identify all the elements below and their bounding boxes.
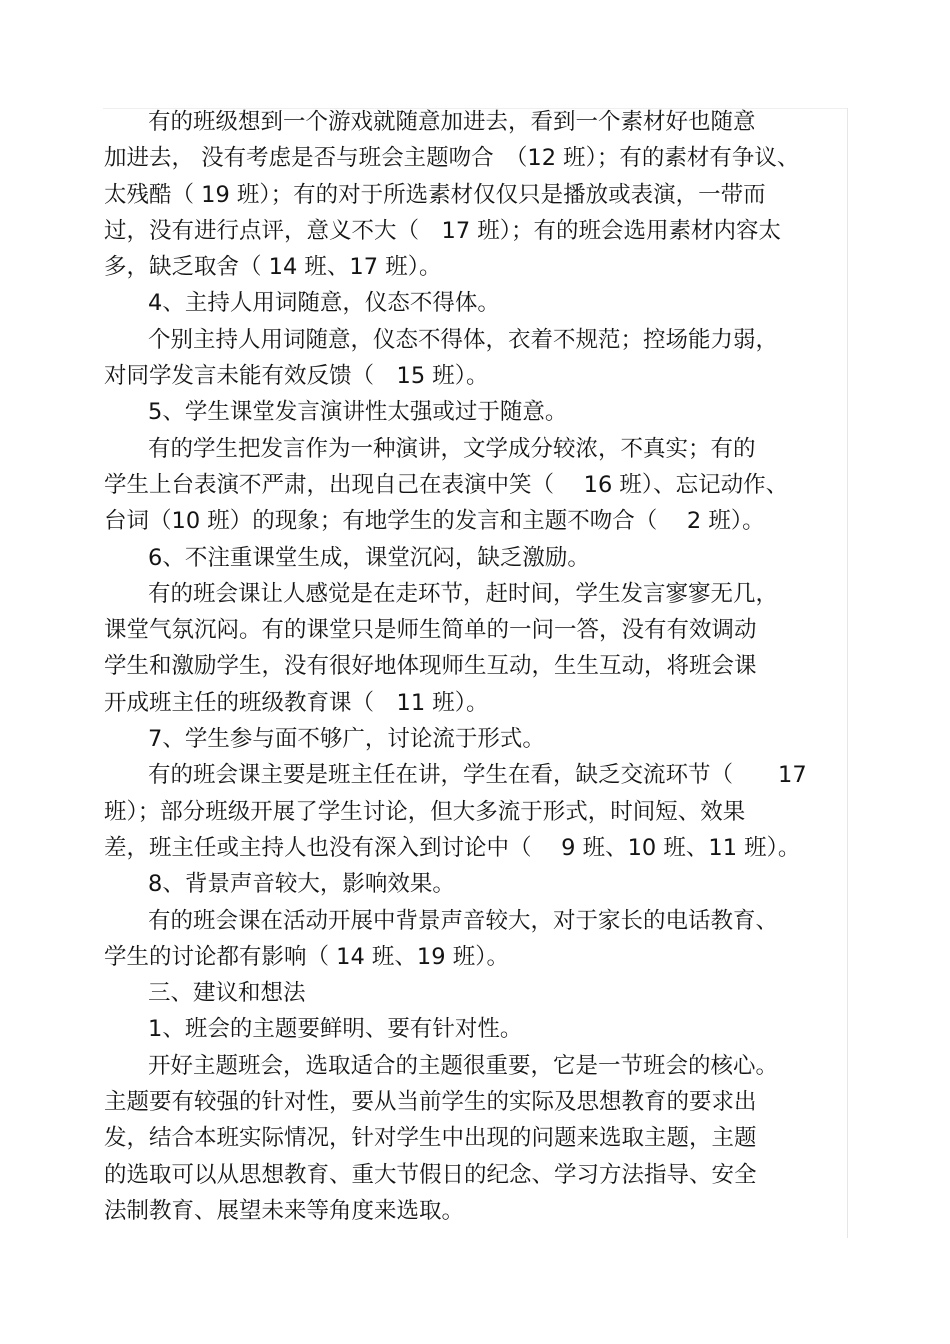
text-line: 5、学生课堂发言演讲性太强或过于随意。 (148, 399, 568, 426)
text-line: 班）；部分班级开展了学生讨论，但大多流于形式，时间短、效果 (104, 798, 746, 825)
text-line: 主题要有较强的针对性，要从当前学生的实际及思想教育的要求出 (104, 1089, 757, 1116)
text-line: 开好主题班会，选取适合的主题很重要，它是一节班会的核心。 (148, 1052, 779, 1079)
text-line: 4、主持人用词随意，仪态不得体。 (148, 290, 500, 317)
text-line: 开成班主任的班级教育课（ 11 班）。 (104, 689, 489, 716)
text-line: 有的学生把发言作为一种演讲，文学成分较浓，不真实；有的 (148, 435, 756, 462)
text-line: 1、班会的主题要鲜明、要有针对性。 (148, 1016, 523, 1043)
text-line: 课堂气氛沉闷。有的课堂只是师生简单的一问一答，没有有效调动 (104, 617, 757, 644)
text-line: 学生和激励学生，没有很好地体现师生互动，生生互动，将班会课 (104, 653, 757, 680)
text-line: 学生的讨论都有影响（ 14 班、19 班）。 (104, 943, 509, 970)
text-line: 有的班会课主要是班主任在讲，学生在看，缺乏交流环节（ 17 (148, 762, 807, 789)
page-frame-right-border (847, 108, 848, 1238)
text-line: 差，班主任或主持人也没有深入到讨论中（ 9 班、10 班、11 班）。 (104, 834, 801, 861)
text-line: 7、学生参与面不够广，讨论流于形式。 (148, 726, 545, 753)
text-line: 对同学发言未能有效反馈（ 15 班）。 (104, 363, 489, 390)
text-line: 有的班级想到一个游戏就随意加进去，看到一个素材好也随意 (148, 109, 756, 135)
text-line: 过，没有进行点评，意义不大（ 17 班）；有的班会选用素材内容太 (104, 217, 782, 244)
text-line: 法制教育、展望未来等角度来选取。 (104, 1197, 465, 1224)
text-line: 6、不注重课堂生成，课堂沉闷，缺乏激励。 (148, 544, 590, 571)
text-line: 有的班会课在活动开展中背景声音较大，对于家长的电话教育、 (148, 907, 779, 934)
text-line: 三、建议和想法 (148, 980, 306, 1007)
text-line: 的选取可以从思想教育、重大节假日的纪念、学习方法指导、安全 (104, 1161, 757, 1188)
text-line: 加进去， 没有考虑是否与班会主题吻合 （12 班）；有的素材有争议、 (104, 145, 800, 172)
text-line: 台词（10 班）的现象；有地学生的发言和主题不吻合（ 2 班）。 (104, 508, 765, 535)
text-line: 多，缺乏取舍（ 14 班、17 班）。 (104, 254, 442, 281)
document-body (104, 104, 844, 1229)
text-line: 8、背景声音较大，影响效果。 (148, 871, 455, 898)
text-line: 学生上台表演不严肃，出现自己在表演中笑（ 16 班）、忘记动作、 (104, 471, 789, 498)
text-line: 太残酷（ 19 班）；有的对于所选素材仅仅只是播放或表演，一带而 (104, 181, 766, 208)
text-line: 个别主持人用词随意，仪态不得体，衣着不规范；控场能力弱， (148, 326, 779, 353)
text-line: 有的班会课让人感觉是在走环节，赶时间，学生发言寥寥无几， (148, 580, 779, 607)
text-line: 发，结合本班实际情况，针对学生中出现的问题来选取主题，主题 (104, 1125, 757, 1152)
